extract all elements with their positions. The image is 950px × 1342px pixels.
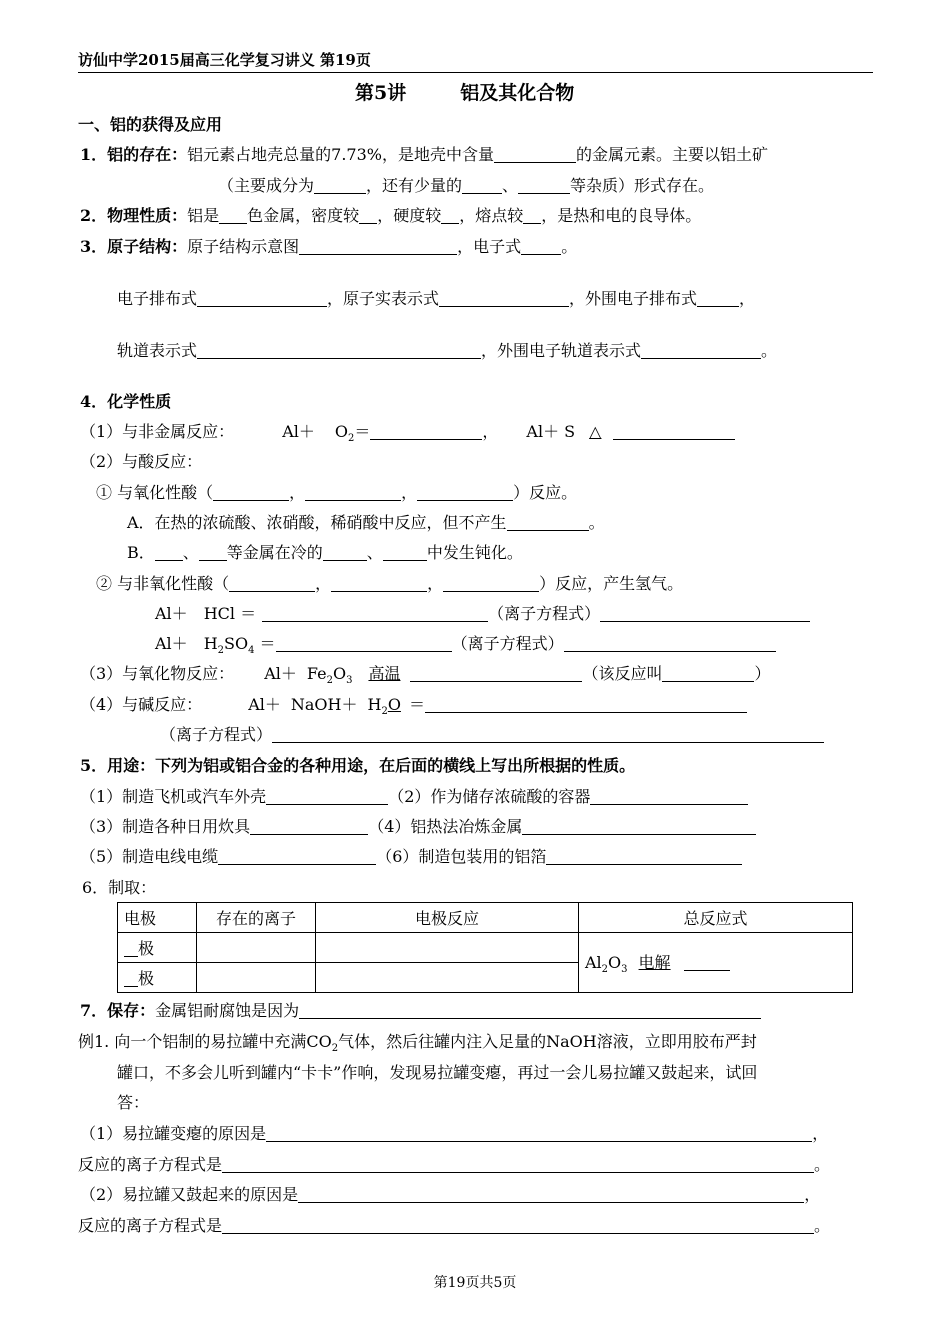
total-reaction-cell[interactable] <box>579 933 853 993</box>
item-text: ，外围电子排布式 <box>569 289 698 308</box>
item-text: ② 与非氧化性酸（ <box>96 574 230 593</box>
answer-blank[interactable] <box>197 290 327 307</box>
item-text: 等金属在冷的 <box>226 543 323 562</box>
item-text: 等杂质）形式存在。 <box>570 176 715 195</box>
item-text: ① 与氧化性酸（ <box>96 483 214 502</box>
item-text: 、 <box>366 543 383 562</box>
reaction-2-2 <box>96 573 683 595</box>
item-number: 3． <box>80 237 108 256</box>
answer-blank[interactable] <box>370 423 482 440</box>
answer-blank[interactable] <box>564 635 776 652</box>
subscript: 2 <box>326 675 333 687</box>
answer-blank[interactable] <box>323 544 367 561</box>
item-text: 原子结构示意图 <box>187 237 300 256</box>
answer-blank[interactable] <box>250 818 368 835</box>
answer-blank[interactable] <box>641 342 761 359</box>
item-text: ， <box>427 574 444 593</box>
item-text: ，外围电子轨道表示式 <box>481 341 642 360</box>
formula: ＝ <box>408 695 425 714</box>
item-3-line-3 <box>117 340 777 362</box>
page-footer: 第19页共5页 <box>433 1275 517 1291</box>
example-line-1 <box>78 1031 757 1060</box>
answer-blank[interactable] <box>299 238 457 255</box>
item-text: 电子排布式 <box>117 289 198 308</box>
heat-condition: △ <box>589 422 602 441</box>
formula: Al＋ <box>155 604 188 623</box>
answer-blank[interactable] <box>684 954 730 971</box>
answer-blank[interactable] <box>213 484 289 501</box>
condition-high-temperature: 高温 <box>368 664 401 683</box>
item-text: 的金属元素。主要以铝土矿 <box>576 145 769 164</box>
subscript: 3 <box>346 675 353 687</box>
uses-row-3 <box>80 846 742 868</box>
item-3-line-2 <box>117 288 755 310</box>
subscript: 2 <box>381 706 388 718</box>
item-text: 。 <box>761 341 778 360</box>
formula: ＝ <box>354 422 371 441</box>
item-text: 下列为铝或铝合金的各种用途，在后面的横线上写出所根据的性质。 <box>155 756 636 775</box>
item-text: （1）与非金属反应： <box>80 422 235 441</box>
item-6: 6．制取： <box>82 878 157 897</box>
reaction-1 <box>80 421 735 450</box>
item-4-heading: 4．化学性质 <box>80 392 172 411</box>
reaction-2-1-b <box>127 542 523 564</box>
example-line-2: 罐口，不多会儿听到罐内“卡卡”作响，发现易拉罐变瘪，再过一会儿易拉罐又鼓起来，试回 <box>117 1063 758 1082</box>
item-label: 保存： <box>107 1001 156 1020</box>
item-text: B． <box>127 543 155 562</box>
item-1-line-2 <box>218 175 714 197</box>
answer-blank[interactable] <box>266 1125 812 1142</box>
reaction-4-line-2 <box>160 724 824 746</box>
electrolysis-table <box>117 902 853 993</box>
question-2-equation <box>78 1215 830 1237</box>
answer-blank[interactable] <box>425 696 747 713</box>
item-text: （离子方程式） <box>160 725 273 744</box>
item-number: 7． <box>80 1001 108 1020</box>
electrode-label: 极 <box>138 969 155 988</box>
item-number: 5． <box>80 756 108 775</box>
equation-hcl <box>155 603 810 625</box>
condition-electrolysis: 电解 <box>638 952 671 972</box>
item-text: A．在热的浓硫酸、浓硝酸，稀硝酸中反应，但不产生 <box>127 513 507 532</box>
item-text: 中发生钝化。 <box>426 543 523 562</box>
answer-blank[interactable] <box>439 290 569 307</box>
item-text: ，是热和电的良导体。 <box>541 206 702 225</box>
answer-blank[interactable] <box>523 207 541 224</box>
item-text: （4）与碱反应： <box>80 695 203 714</box>
item-text: 色金属，密度较 <box>247 206 360 225</box>
item-text: ， <box>315 574 332 593</box>
item-text: 铝是 <box>187 206 220 225</box>
formula: Al＋ <box>282 422 315 441</box>
item-7 <box>80 1000 761 1022</box>
item-text: （主要成分为 <box>218 176 315 195</box>
reaction-3 <box>80 663 771 692</box>
subscript: 2 <box>601 964 609 976</box>
answer-blank[interactable] <box>507 514 589 531</box>
formula: Fe <box>306 664 327 683</box>
item-text: ，原子实表示式 <box>327 289 440 308</box>
item-text: （该反应叫 <box>582 664 663 683</box>
question-1-equation <box>78 1154 830 1176</box>
answer-blank[interactable] <box>155 544 183 561</box>
question-text: 反应的离子方程式是 <box>78 1216 223 1235</box>
answer-blank[interactable] <box>299 1002 761 1019</box>
answer-blank[interactable] <box>331 575 427 592</box>
answer-blank[interactable] <box>441 207 459 224</box>
item-number: 1． <box>80 145 108 164</box>
item-text: （离子方程式） <box>488 604 601 623</box>
answer-blank[interactable] <box>494 146 576 163</box>
item-1 <box>80 144 768 166</box>
answer-blank[interactable] <box>417 484 513 501</box>
use-label: （2）作为储存浓硫酸的容器 <box>388 787 591 806</box>
item-text: ， <box>289 483 306 502</box>
page-header: 访仙中学2015届高三化学复习讲义 第19页 <box>78 48 873 73</box>
formula: O <box>608 952 622 972</box>
answer-blank[interactable] <box>219 207 247 224</box>
answer-blank[interactable] <box>197 342 481 359</box>
formula: ＝ <box>254 634 276 653</box>
item-text: ，电子式 <box>457 237 522 256</box>
answer-blank[interactable] <box>662 665 754 682</box>
subscript: 2 <box>348 433 355 445</box>
item-label: 原子结构： <box>107 237 188 256</box>
item-text: 铝元素占地壳总量的7.73%，是地壳中含量 <box>187 145 494 164</box>
equation-h2so4 <box>155 633 776 662</box>
item-text: ） <box>754 664 771 683</box>
answer-blank[interactable] <box>199 544 227 561</box>
item-text: ， <box>739 289 756 308</box>
answer-blank[interactable] <box>222 1217 814 1234</box>
electrode-cell[interactable] <box>118 963 197 993</box>
formula: O <box>387 695 401 714</box>
reaction-2-heading: （2）与酸反应： <box>80 452 203 471</box>
answer-blank[interactable] <box>590 788 748 805</box>
answer-blank[interactable] <box>613 423 735 440</box>
subscript: 3 <box>621 964 628 976</box>
answer-blank[interactable] <box>229 575 315 592</box>
item-2 <box>80 205 701 227</box>
question-text: 反应的离子方程式是 <box>78 1155 223 1174</box>
item-text: ）反应，产生氢气。 <box>539 574 684 593</box>
item-5 <box>80 755 635 777</box>
item-text: ，熔点较 <box>459 206 524 225</box>
subscript: 4 <box>248 645 255 657</box>
table-row <box>118 933 853 963</box>
uses-row-1 <box>80 786 748 808</box>
formula: Al＋ <box>155 634 188 653</box>
formula: H <box>203 634 218 653</box>
item-number: 2． <box>80 206 108 225</box>
answer-blank[interactable] <box>314 177 366 194</box>
question-text: （1）易拉罐变瘪的原因是 <box>80 1124 267 1143</box>
item-text: 。 <box>588 513 605 532</box>
question-text: ， <box>804 1185 821 1204</box>
answer-blank[interactable] <box>521 238 561 255</box>
answer-blank[interactable] <box>410 665 582 682</box>
answer-blank[interactable] <box>222 1156 814 1173</box>
item-text: 。 <box>561 237 578 256</box>
answer-blank[interactable] <box>262 605 488 622</box>
formula: NaOH＋ <box>290 695 358 714</box>
answer-blank[interactable] <box>600 605 810 622</box>
header-total-reaction: 总反应式 <box>579 903 853 933</box>
question-1 <box>80 1123 828 1145</box>
reaction-cell[interactable] <box>316 963 579 993</box>
header-ions: 存在的离子 <box>197 903 316 933</box>
electrode-cell[interactable] <box>118 933 197 963</box>
answer-blank[interactable] <box>546 848 742 865</box>
formula: HCl ＝ <box>203 604 257 623</box>
subscript: 2 <box>217 645 225 657</box>
item-label: 物理性质： <box>107 206 188 225</box>
answer-blank[interactable] <box>359 207 377 224</box>
item-text: 金属铝耐腐蚀是因为 <box>155 1001 300 1020</box>
section-heading: 一、铝的获得及应用 <box>78 115 223 134</box>
reaction-cell[interactable] <box>316 933 579 963</box>
item-label: 用途： <box>107 756 156 775</box>
item-text: ，还有少量的 <box>366 176 463 195</box>
topic-title: 铝及其化合物 <box>460 82 575 104</box>
answer-blank[interactable] <box>697 290 739 307</box>
item-text: 、 <box>502 176 519 195</box>
item-text: ， <box>401 483 418 502</box>
item-text: ，硬度较 <box>377 206 442 225</box>
subscript: 2 <box>331 1043 339 1055</box>
reaction-2-1-a <box>127 512 605 534</box>
formula: O <box>334 422 348 441</box>
item-text: （离子方程式） <box>451 634 564 653</box>
reaction-4 <box>80 694 747 723</box>
use-label: （5）制造电线电缆 <box>80 847 219 866</box>
lecture-title <box>355 82 574 104</box>
question-text: （2）易拉罐又鼓起来的原因是 <box>80 1185 299 1204</box>
answer-blank[interactable] <box>218 848 376 865</box>
question-2 <box>80 1184 820 1206</box>
table-header-row <box>118 903 853 933</box>
formula: Al <box>585 952 602 972</box>
answer-blank[interactable] <box>522 818 756 835</box>
question-text: 。 <box>814 1216 831 1235</box>
answer-blank[interactable] <box>276 635 452 652</box>
answer-blank[interactable] <box>462 177 502 194</box>
lecture-number: 第5讲 <box>355 82 407 104</box>
answer-blank[interactable] <box>383 544 427 561</box>
answer-blank[interactable] <box>443 575 539 592</box>
item-text: 、 <box>182 543 199 562</box>
example-text: 例1. 向一个铝制的易拉罐中充满CO <box>78 1032 332 1051</box>
formula: Al＋ S <box>526 422 576 441</box>
answer-blank[interactable] <box>266 788 388 805</box>
use-label: （6）制造包装用的铝箔 <box>376 847 547 866</box>
answer-blank[interactable] <box>298 1186 804 1203</box>
use-label: （4）铝热法冶炼金属 <box>368 817 523 836</box>
formula: Al＋ <box>248 695 281 714</box>
electrode-label: 极 <box>138 939 155 958</box>
item-text: ， <box>482 422 499 441</box>
uses-row-2 <box>80 816 756 838</box>
use-label: （3）制造各种日用炊具 <box>80 817 251 836</box>
ions-cell[interactable] <box>197 933 316 963</box>
use-label: （1）制造飞机或汽车外壳 <box>80 787 267 806</box>
item-text: （3）与氧化物反应： <box>80 664 235 683</box>
question-text: ， <box>812 1124 829 1143</box>
item-text: ）反应。 <box>513 483 578 502</box>
item-label: 铝的存在： <box>107 145 188 164</box>
reaction-2-1 <box>96 482 577 504</box>
ions-cell[interactable] <box>197 963 316 993</box>
example-line-3: 答： <box>117 1093 150 1112</box>
question-text: 。 <box>814 1155 831 1174</box>
header-electrode: 电极 <box>118 903 197 933</box>
example-text: 气体，然后往罐内注入足量的NaOH溶液，立即用胶布严封 <box>338 1032 757 1051</box>
header-electrode-reaction: 电极反应 <box>316 903 579 933</box>
formula: H <box>367 695 382 714</box>
answer-blank[interactable] <box>272 726 824 743</box>
item-3 <box>80 236 577 258</box>
answer-blank[interactable] <box>305 484 401 501</box>
answer-blank[interactable] <box>518 177 570 194</box>
formula: Al＋ <box>264 664 297 683</box>
formula: SO <box>224 634 249 653</box>
item-text: 轨道表示式 <box>117 341 198 360</box>
formula: O <box>332 664 347 683</box>
